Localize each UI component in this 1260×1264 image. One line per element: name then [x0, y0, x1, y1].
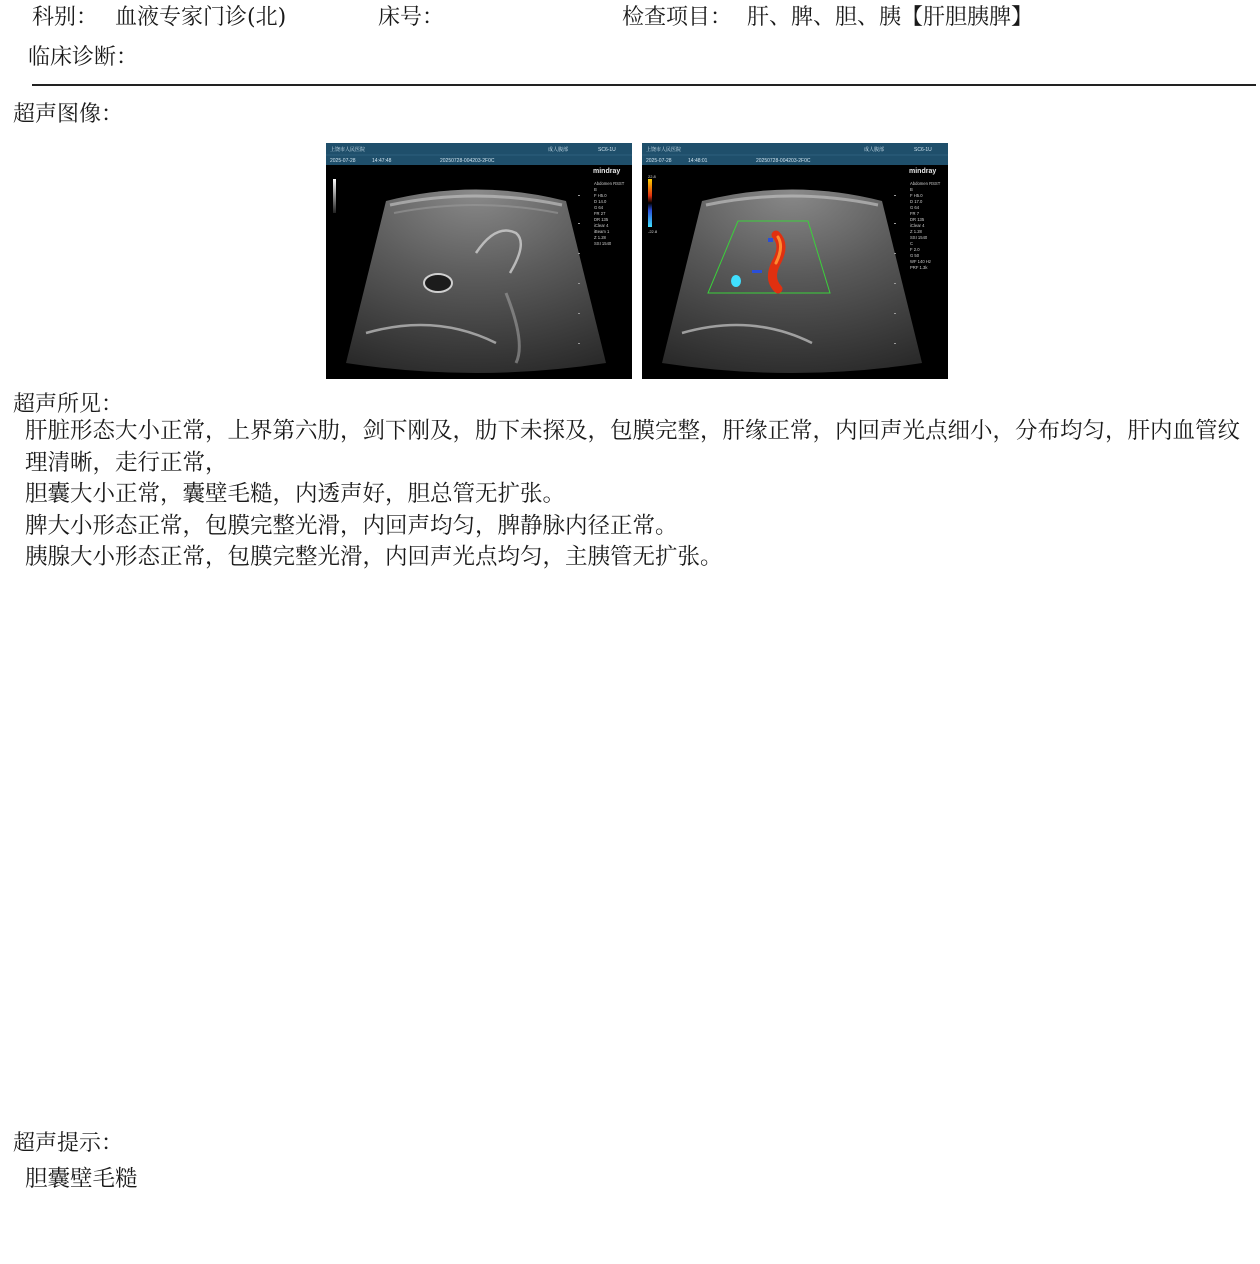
us1-param: B [594, 187, 597, 192]
us1-param: iClear 4 [594, 223, 609, 228]
us1-param: iBeam 1 [594, 229, 610, 234]
us2-param: DR 135 [910, 217, 925, 222]
us2-param: B [910, 187, 913, 192]
diagnosis-label: 临床诊断： [28, 45, 139, 70]
us1-hospital: 上饶市人民医院 [330, 147, 366, 153]
us2-probe: SC6-1U [914, 147, 932, 153]
department-label: 科别： [32, 5, 99, 30]
us2-param: F 2.0 [910, 247, 920, 252]
us2-param: Z 1.28 [910, 229, 922, 234]
ultrasound-image-1 [326, 143, 632, 379]
us2-param: F H5.0 [910, 193, 923, 198]
us2-date: 2025-07-28 [646, 158, 672, 164]
us1-time: 14:47:48 [372, 158, 392, 164]
us1-date: 2025-07-28 [330, 158, 356, 164]
us1-param: F H5.0 [594, 193, 607, 198]
finding-pancreas: 胰腺大小形态正常，包膜完整光滑，内回声光点均匀，主胰管无扩张。 [25, 544, 723, 570]
us2-hospital: 上饶市人民医院 [646, 147, 682, 153]
header-divider [32, 84, 1256, 86]
us1-exam-id: 20250728-004203-2F0C [440, 158, 495, 164]
findings-body [25, 416, 1253, 574]
us2-param: SSI 1540 [910, 235, 928, 240]
ultrasound-image-2 [642, 143, 948, 379]
us1-param: FR 27 [594, 211, 606, 216]
us2-preset: 成人腹部 [864, 147, 885, 153]
us2-time: 14:48:01 [688, 158, 708, 164]
bed-label: 床号： [378, 5, 445, 30]
us2-brand: mindray [909, 168, 937, 175]
us2-param: iClear 4 [910, 223, 925, 228]
department-row [32, 3, 286, 33]
us2-param: Abdomen RSST [910, 181, 941, 186]
us1-param: SSI 1540 [594, 241, 612, 246]
us2-param: WF 140 Hz [910, 259, 931, 264]
conclusion-text: 胆囊壁毛糙 [25, 1166, 138, 1192]
us2-param: G 64 [910, 205, 920, 210]
exam-row [622, 3, 1033, 33]
us1-param: Z 1.28 [594, 235, 606, 240]
us2-scale-bottom: -22.8 [648, 229, 658, 234]
department-value: 血液专家门诊(北) [115, 5, 287, 30]
exam-value: 肝、脾、胆、胰【肝胆胰脾】 [747, 5, 1034, 30]
finding-gallbladder: 胆囊大小正常，囊壁毛糙，内透声好，胆总管无扩张。 [25, 481, 566, 507]
us1-preset: 成人腹部 [548, 147, 569, 153]
exam-label: 检查项目： [622, 5, 733, 30]
us1-probe: SC6-1U [598, 147, 616, 153]
us2-exam-id: 20250728-004203-2F0C [756, 158, 811, 164]
us1-param: G 64 [594, 205, 604, 210]
us1-param: DR 135 [594, 217, 609, 222]
finding-spleen: 脾大小形态正常，包膜完整光滑，内回声均匀，脾静脉内径正常。 [25, 512, 678, 539]
us1-param: D 14.0 [594, 199, 607, 204]
us1-param: Abdomen RSST [594, 181, 625, 186]
us2-param: C [910, 241, 914, 246]
us2-param: PRF 1.3k [910, 265, 928, 270]
us2-param: FR 7 [910, 211, 920, 216]
us2-scale-top: 22.8 [648, 174, 656, 179]
images-section-title: 超声图像： [13, 102, 124, 127]
conclusion-title: 超声提示： [13, 1131, 124, 1156]
us2-param: G 50 [910, 253, 920, 258]
bed-row [378, 3, 444, 33]
finding-liver: 肝脏形态大小正常，上界第六肋，剑下刚及，肋下未探及，包膜完整，肝缘正常，内回声光点细小，分布均匀，肝内血管纹理清晰，走行正常， [25, 418, 1241, 476]
us1-brand: mindray [593, 168, 621, 175]
findings-title: 超声所见： [13, 392, 124, 417]
us2-param: D 17.0 [910, 199, 923, 204]
diagnosis-row [28, 43, 138, 73]
